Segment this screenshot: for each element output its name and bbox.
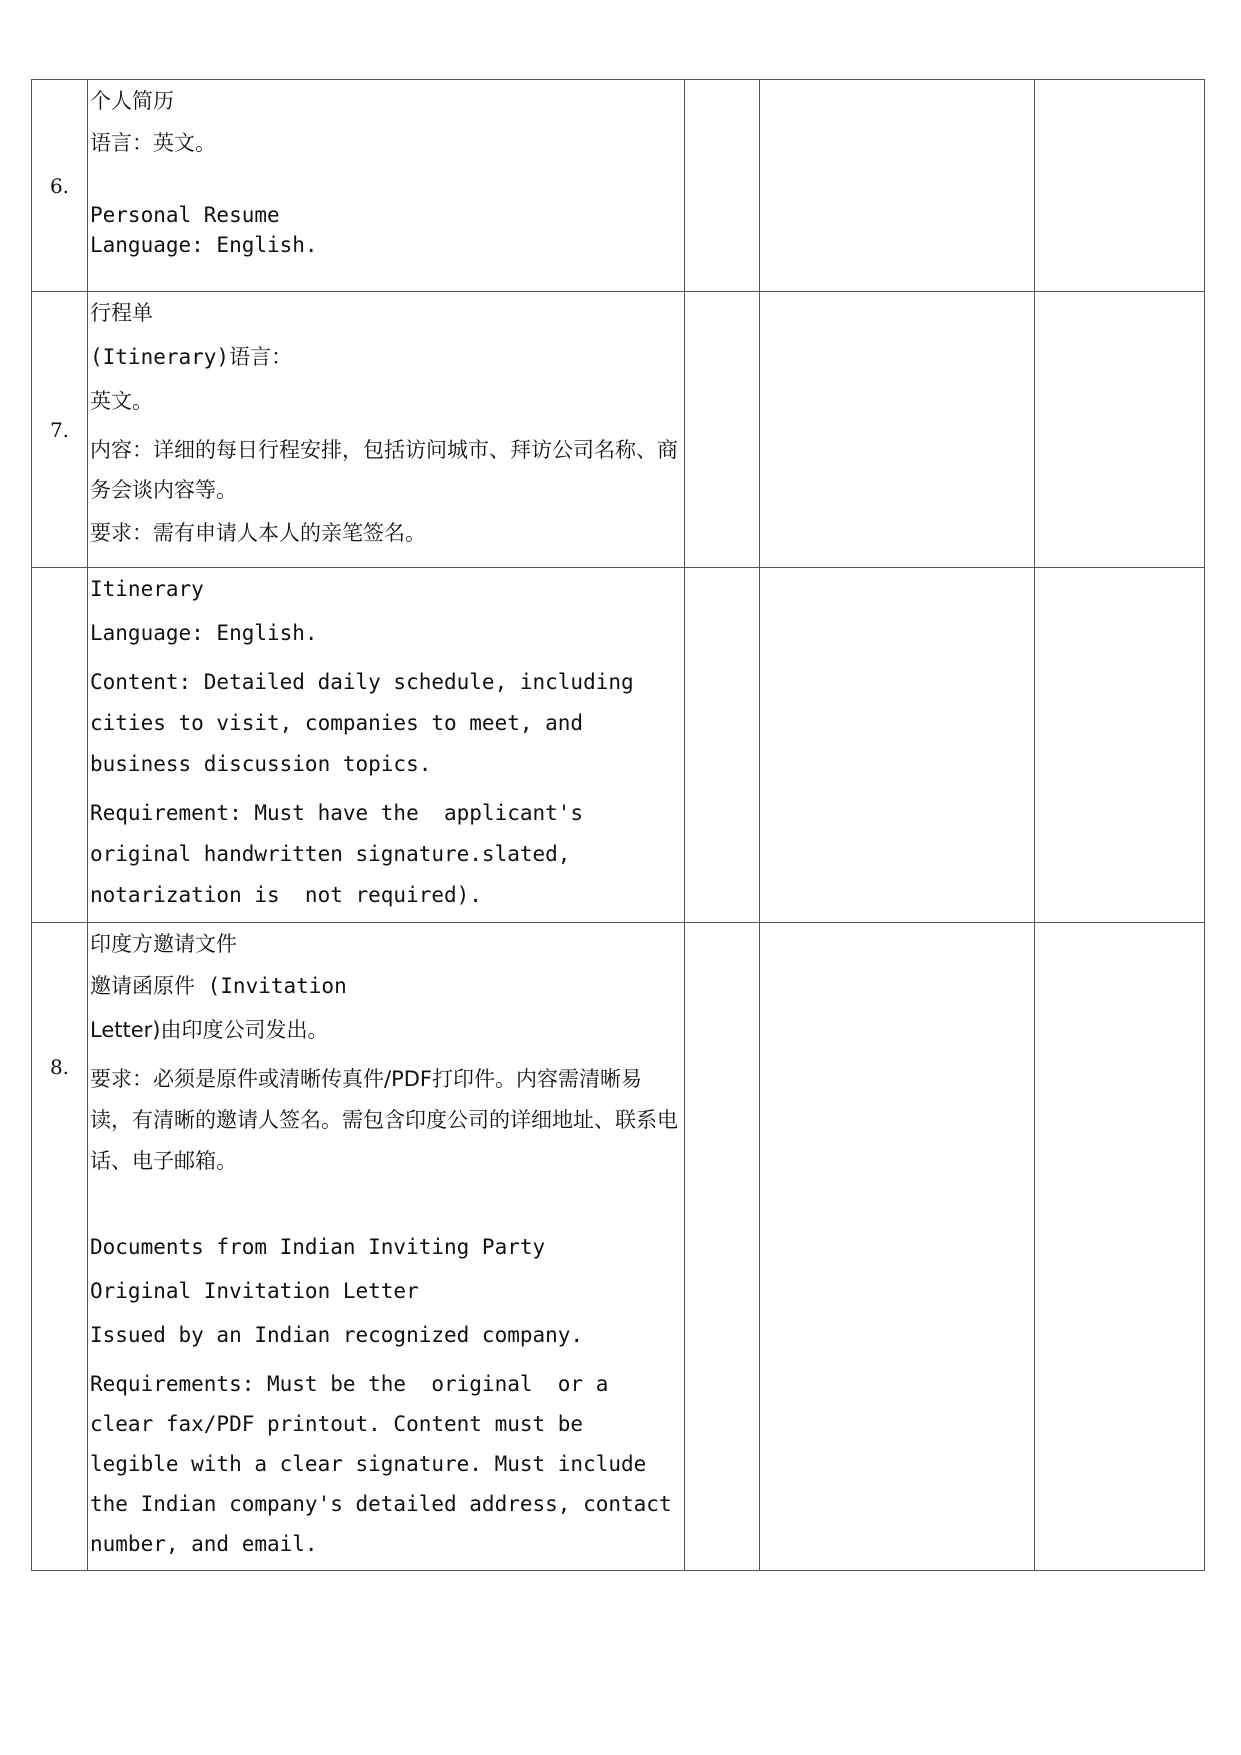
content-line: Language: English. xyxy=(90,621,318,645)
empty-cell xyxy=(760,923,1035,1571)
table-row xyxy=(32,568,1205,923)
content-line: Letter)由印度公司发出。 xyxy=(90,1018,329,1042)
content-line: 个人简历 xyxy=(90,89,174,113)
row-content xyxy=(88,923,685,1571)
content-line: Personal Resume xyxy=(90,203,280,227)
content-line: 内容：详细的每日行程安排，包括访问城市、拜访公司名称、商务会谈内容等。 xyxy=(90,438,678,502)
content-line: Requirement: Must have the applicant's original handwritten signature.slated, notarization is not required). xyxy=(90,801,596,907)
empty-cell xyxy=(760,568,1035,923)
content-line: 印度方邀请文件 xyxy=(90,932,237,956)
table-row xyxy=(32,80,1205,292)
empty-cell xyxy=(1035,568,1205,923)
content-line: Documents from Indian Inviting Party xyxy=(90,1235,546,1259)
content-line: Itinerary xyxy=(90,577,204,601)
row-number xyxy=(32,568,88,923)
content-line: 邀请函原件 (Invitation xyxy=(90,974,347,998)
row-content xyxy=(88,80,685,292)
empty-cell xyxy=(685,568,760,923)
empty-cell xyxy=(685,292,760,568)
empty-cell xyxy=(760,80,1035,292)
table-row xyxy=(32,292,1205,568)
row-number: 6. xyxy=(32,80,88,292)
row-content xyxy=(88,568,685,923)
content-line: Requirements: Must be the original or a clear fax/PDF printout. Content must be legible with a clear signature. Must include the Indian company's detailed address, contact number, and email. xyxy=(90,1372,685,1556)
content-line: 要求：需有申请人本人的亲笔签名。 xyxy=(90,521,426,545)
content-line: 要求：必须是原件或清晰传真件/PDF打印件。内容需清晰易读，有清晰的邀请人签名。需包含印度公司的详细地址、联系电话、电子邮箱。 xyxy=(90,1067,678,1173)
row-number: 8. xyxy=(32,923,88,1571)
row-content xyxy=(88,292,685,568)
content-line: Issued by an Indian recognized company. xyxy=(90,1323,584,1347)
empty-cell xyxy=(1035,923,1205,1571)
row-number: 7. xyxy=(32,292,88,568)
table-row xyxy=(32,923,1205,1571)
empty-cell xyxy=(760,292,1035,568)
content-line: (Itinerary)语言： xyxy=(90,345,293,369)
empty-cell xyxy=(1035,292,1205,568)
empty-cell xyxy=(685,80,760,292)
content-line: Language: English. xyxy=(90,233,318,257)
empty-cell xyxy=(1035,80,1205,292)
content-line: Original Invitation Letter xyxy=(90,1279,419,1303)
content-line: 英文。 xyxy=(90,389,153,413)
empty-cell xyxy=(685,923,760,1571)
content-line: 语言：英文。 xyxy=(90,131,216,155)
content-line: 行程单 xyxy=(90,301,153,325)
content-line: Content: Detailed daily schedule, including cities to visit, companies to meet, and business discussion topics. xyxy=(90,670,647,776)
requirements-table xyxy=(31,79,1205,1571)
